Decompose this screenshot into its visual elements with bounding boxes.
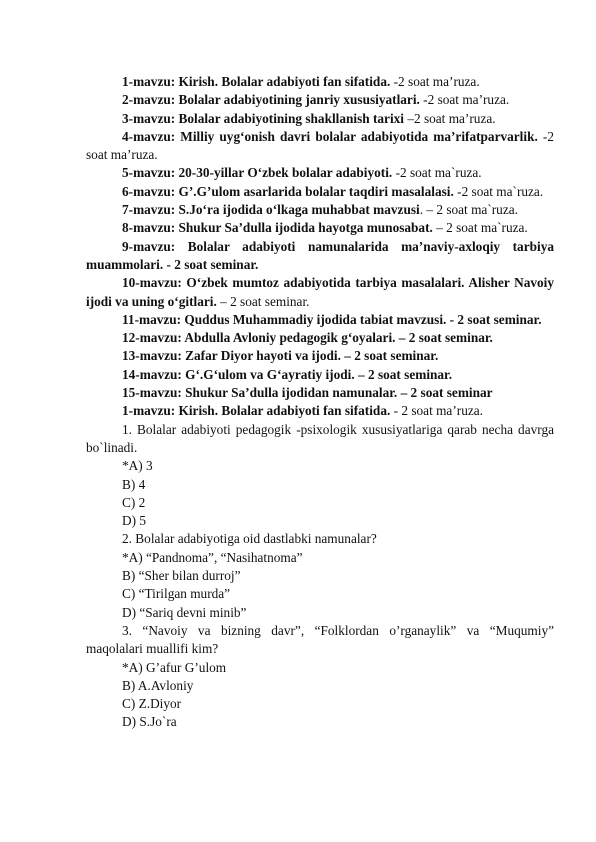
answer-option: B) “Sher bilan durroj” <box>122 568 241 584</box>
answer-option: D) S.Jo`ra <box>122 714 177 730</box>
topic-title: 7-mavzu: S.Jo‘ra ijodida o‘lkaga muhabbat mavzusi <box>122 202 420 218</box>
question-text: 1. Bolalar adabiyoti pedagogik -psixologik xususiyatlariga qarab necha davrga bo`linadi. <box>86 421 554 455</box>
question-text: 2. Bolalar adabiyotiga oid dastlabki namunalar? <box>122 531 377 547</box>
topic-item <box>86 402 554 420</box>
answer-option: D) “Sariq devni minib” <box>122 604 247 620</box>
answer-option: D) 5 <box>122 513 147 529</box>
topic-hours: – 2 soat ma`ruza. <box>432 220 528 236</box>
topic-item <box>86 329 554 347</box>
answer-option: C) “Tirilgan murda” <box>122 586 231 602</box>
topic-item <box>86 183 554 201</box>
topic-title: 3-mavzu: Bolalar adabiyotining shakllanish tarixi <box>122 110 404 126</box>
topic-title: 9-mavzu: Bolalar adabiyoti namunalarida ma’naviy-axloqiy tarbiya muammolari. - 2 soat seminar. <box>86 238 554 272</box>
topic-title: 2-mavzu: Bolalar adabiyotining janriy xususiyatlari. <box>122 92 420 108</box>
topic-hours: - 2 soat ma’ruza. <box>390 403 483 419</box>
topic-item <box>86 384 554 402</box>
topic-hours: -2 soat ma`ruza. <box>392 165 482 181</box>
topic-title: 4-mavzu: Milliy uyg‘onish davri bolalar adabiyotida ma’rifatparvarlik. <box>122 128 538 144</box>
topic-item <box>86 274 554 311</box>
topic-title: 1-mavzu: Kirish. Bolalar adabiyoti fan sifatida. <box>122 74 391 89</box>
topic-title: 6-mavzu: G’.G’ulom asarlarida bolalar taqdiri masalalasi. <box>122 183 454 199</box>
document-page <box>86 73 554 732</box>
answer-option: *A) 3 <box>122 458 153 474</box>
question-text: 3. “Navoiy va bizning davr”, “Folklordan o’rganaylik” va “Muqumiy” maqolalari muallifi kim? <box>86 622 554 657</box>
topic-title: 5-mavzu: 20-30-yillar O‘zbek bolalar adabiyoti. <box>122 165 393 181</box>
topic-item <box>86 73 554 91</box>
topic-item <box>86 347 554 365</box>
topic-title: 11-mavzu: Quddus Muhammadiy ijodida tabiat mavzusi. - 2 soat seminar. <box>122 311 542 327</box>
question-block <box>86 530 554 621</box>
topic-title: 1-mavzu: Kirish. Bolalar adabiyoti fan sifatida. <box>122 403 391 419</box>
topic-list <box>86 73 554 421</box>
topic-item <box>86 91 554 109</box>
topic-hours: -2 soat ma’ruza. <box>390 74 480 89</box>
topic-item <box>86 164 554 182</box>
topic-item <box>86 366 554 384</box>
topic-title: 14-mavzu: G‘.G‘ulom va G‘ayratiy ijodi. – 2 soat seminar. <box>122 366 453 382</box>
answer-option: C) Z.Diyor <box>122 696 182 712</box>
topic-item <box>86 128 554 165</box>
topic-title: 15-mavzu: Shukur Sa’dulla ijodidan namunalar. – 2 soat seminar <box>122 385 493 401</box>
topic-title: 10-mavzu: O‘zbek mumtoz adabiyotida tarbiya masalalari. Alisher Navoiy ijodi va uning o‘gitlari. <box>86 275 554 309</box>
topic-title: 12-mavzu: Abdulla Avloniy pedagogik g‘oyalari. – 2 soat seminar. <box>122 330 493 346</box>
answer-option: C) 2 <box>122 494 146 510</box>
answer-option: *A) “Pandnoma”, “Nasihatnoma” <box>122 549 303 565</box>
answer-option: B) 4 <box>122 476 146 492</box>
answer-option: *A) G’afur G’ulom <box>122 659 227 675</box>
topic-hours: – 2 soat seminar. <box>216 293 310 309</box>
topic-hours: -2 soat ma’ruza. <box>419 92 510 108</box>
topic-hours: . – 2 soat ma`ruza. <box>419 202 518 218</box>
topic-item <box>86 201 554 219</box>
answer-option: B) A.Avloniy <box>122 677 194 693</box>
topic-item <box>86 311 554 329</box>
question-block <box>86 622 554 732</box>
topic-hours: –2 soat ma’ruza. <box>404 110 496 126</box>
topic-item <box>86 238 554 275</box>
question-block <box>86 421 554 531</box>
topic-item <box>86 110 554 128</box>
topic-item <box>86 219 554 237</box>
topic-title: 8-mavzu: Shukur Sa’dulla ijodida hayotga munosabat. <box>122 220 433 236</box>
topic-title: 13-mavzu: Zafar Diyor hayoti va ijodi. – 2 soat seminar. <box>122 348 439 364</box>
topic-hours: -2 soat ma`ruza. <box>453 183 544 199</box>
topic-hours: -2 soat ma’ruza. <box>86 128 555 163</box>
